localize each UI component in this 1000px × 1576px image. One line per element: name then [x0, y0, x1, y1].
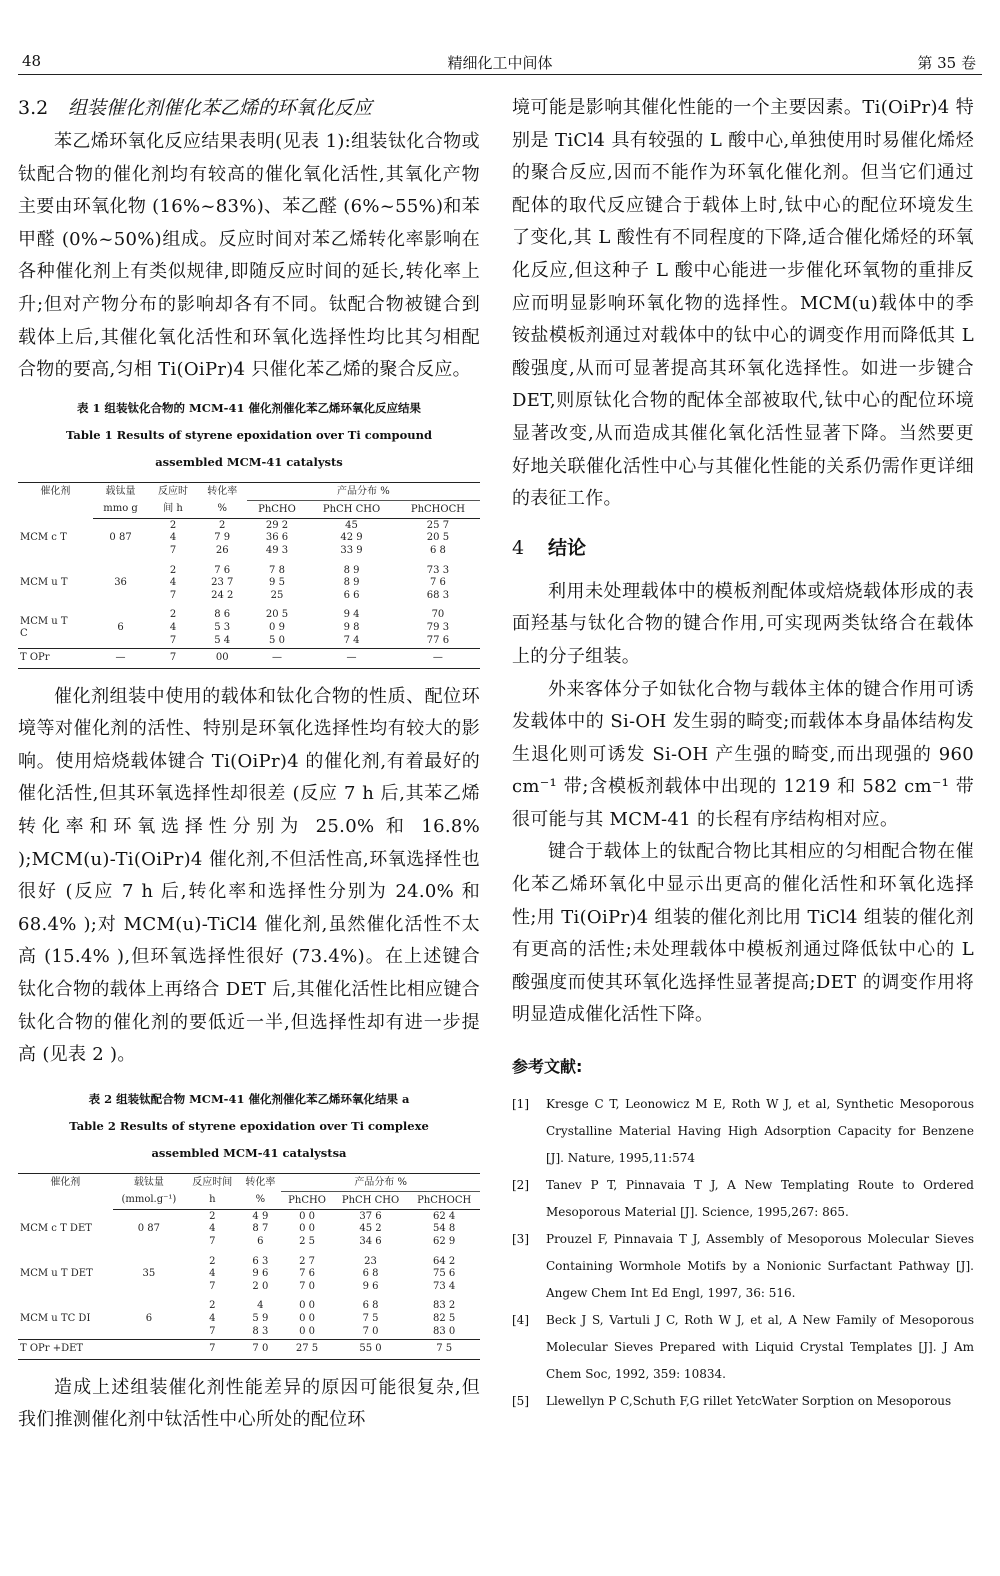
reference-number: [4] — [512, 1313, 529, 1328]
conversion-value: 6 3 — [252, 1255, 269, 1267]
col-header-conversion-unit: % — [239, 1191, 281, 1209]
yield-phchoch-value: 77 6 — [426, 634, 450, 646]
conversion-value: 23 7 — [211, 577, 234, 589]
reaction-time-value: 4 — [209, 1223, 216, 1235]
yield-phchcho-value: 6 8 — [362, 1268, 379, 1280]
yield-phchcho-value: 9 6 — [362, 1280, 379, 1292]
reaction-time-value: 4 — [169, 532, 177, 544]
yield-phcho-value: 0 0 — [299, 1325, 315, 1337]
yield-phchoch-value: 64 2 — [433, 1255, 456, 1267]
yield-phcho-value: 5 0 — [269, 634, 285, 646]
yield-phchcho-value: 42 9 — [340, 532, 363, 544]
ti-load: 6 — [145, 1312, 153, 1324]
yield-phcho — [247, 559, 307, 604]
journal-name: 精细化工中间体 — [447, 54, 553, 72]
yield-phcho-value: 25 — [270, 589, 284, 601]
yield-phchcho — [307, 518, 396, 558]
reference-text: Tanev P T, Pinnavaia T J, A New Templating Route to Ordered Mesoporous Material [J]. Science, 1995,267: 865. — [546, 1178, 974, 1220]
reference-item — [512, 1388, 974, 1415]
table-2-caption-cn: 表 2 组装钛配合物 MCM-41 催化剂催化苯乙烯环氧化结果 a — [88, 1091, 410, 1106]
yield-phchcho-value: 6 6 — [343, 589, 360, 601]
col-header-products: 产品分布 % — [247, 482, 480, 500]
conversion — [239, 1209, 281, 1249]
yield-phcho-value: 49 3 — [265, 544, 289, 556]
yield-phcho-value: 36 6 — [265, 532, 289, 544]
reaction-time-value: 2 — [209, 1255, 216, 1267]
yield-phchcho-value: 45 2 — [359, 1223, 382, 1235]
yield-phcho-value: 7 8 — [269, 564, 285, 576]
section-number: 3.2 — [18, 97, 49, 119]
col-header-catalyst: 催化剂 — [40, 485, 71, 497]
yield-phchoch-value: 79 3 — [426, 621, 450, 633]
conversion: 7 0 — [239, 1340, 281, 1360]
conversion-value: 24 2 — [211, 589, 234, 601]
reference-number: [5] — [512, 1394, 529, 1409]
paragraph-coordination: 境可能是影响其催化性能的一个主要因素。Ti(OiPr)4 特别是 TiCl4 具有较强的 L 酸中心,单独使用时易催化烯烃的聚合反应,因而不能作为环氧化催化剂。但当它们通过配体的取代反应键合于载体上时,钛中心的配位环境发生了变化,其 L 酸性有不同程度的下降,适合催化烯烃的环氧化反应,但这种子 L 酸中心能进一步催化环氧物的重排反应而明显影响环氧化物的选择性。MCM(u)载体中的季铵盐模板剂通过对载体中的钛中心的调变作用而降低其 L 酸强度,从而可显著提高其环氧化选择性。如进一步键合 DET,则原钛化合物的配体全部被取代,钛中心的配位环境显著改变,从而造成其催化氧化活性显著下降。当然要更好地关联催化活性中心与其催化性能的关系仍需作更详细的表征工作。 — [512, 97, 974, 510]
col-header-load: 载钛量 — [105, 485, 136, 497]
section-title: 结论 — [548, 536, 587, 559]
yield-phchcho-value: 37 6 — [359, 1210, 382, 1222]
yield-phchoch-value: 82 5 — [433, 1312, 456, 1324]
yield-phcho-value: 2 7 — [299, 1255, 315, 1267]
reaction-time-value: 7 — [169, 589, 177, 601]
yield-phchcho-value: 45 — [345, 519, 358, 531]
yield-phchcho-value: 33 9 — [340, 544, 363, 556]
reaction-time-value: 2 — [169, 609, 177, 621]
reference-number: [3] — [512, 1232, 529, 1247]
reaction-time — [148, 559, 197, 604]
table-row — [18, 518, 480, 558]
conversion-value: 2 — [219, 519, 226, 531]
col-header-phchoch: PhCHOCH — [408, 1191, 480, 1209]
reaction-time-value: 7 — [209, 1325, 216, 1337]
table-1 — [18, 395, 480, 669]
conversion — [198, 559, 247, 604]
yield-phcho-value: 0 0 — [299, 1300, 315, 1312]
section-title: 组装催化剂催化苯乙烯的环氧化反应 — [68, 97, 373, 119]
col-header-phchcho: PhCH CHO — [307, 500, 396, 518]
yield-phchoch-value: 83 0 — [433, 1325, 456, 1337]
yield-phchoch — [408, 1209, 480, 1249]
catalyst-name: MCM u TC DI — [20, 1312, 91, 1324]
col-header-phcho: PhCHO — [247, 500, 307, 518]
yield-phchcho-value: 7 0 — [362, 1325, 379, 1337]
table-row — [18, 1340, 480, 1360]
reaction-time-value: 7 — [169, 544, 177, 556]
reference-item — [512, 1307, 974, 1388]
yield-phchcho-value: 23 — [364, 1255, 377, 1267]
reference-item — [512, 1226, 974, 1307]
reaction-time-value: 4 — [169, 621, 177, 633]
conversion-value: 7 9 — [214, 532, 231, 544]
yield-phchoch-value: 70 — [431, 609, 445, 621]
col-header-time-unit: 间 h — [148, 500, 197, 518]
yield-phchoch-value: 75 6 — [433, 1268, 456, 1280]
reference-text: Llewellyn P C,Schuth F,G rillet YetcWater Sorption on Mesoporous — [546, 1394, 952, 1409]
catalyst-name: T OPr +DET — [18, 1340, 113, 1360]
section-number: 4 — [512, 536, 525, 559]
conversion-value: 5 9 — [252, 1312, 269, 1324]
section-heading-4 — [512, 532, 974, 564]
reaction-time — [148, 603, 197, 648]
conclusion-paragraph-2: 外来客体分子如钛化合物与载体主体的键合作用可诱发载体中的 Si-OH 发生弱的畸变;而载体本身晶体结构发生退化则可诱发 Si-OH 产生强的畸变,而出现强的 960 cm⁻¹ 带;含模板剂载体中出现的 1219 和 582 cm⁻¹ 带很可能与其 MCM-41 的长程有序结构相对应。 — [512, 678, 974, 830]
yield-phchoch — [408, 1250, 480, 1295]
col-header-load: 载钛量 — [133, 1176, 164, 1188]
ti-load: 0 87 — [109, 532, 132, 544]
table-row — [18, 559, 480, 604]
yield-phcho-value: 0 0 — [299, 1312, 315, 1324]
yield-phchoch-value: 83 2 — [433, 1300, 456, 1312]
ti-load — [113, 1340, 186, 1360]
yield-phcho-value: 0 9 — [269, 621, 285, 633]
reference-text: Prouzel F, Pinnavaia T J, Assembly of Mesoporous Molecular Sieves Containing Wormhole Motifs by a Nonionic Surfactant Pathway [J]. Angew Chem Int Ed Engl, 1997, 36: 516. — [546, 1232, 974, 1301]
ti-load: — — [93, 649, 149, 669]
catalyst-name: MCM c T — [20, 532, 67, 544]
col-header-products: 产品分布 % — [281, 1173, 480, 1191]
paragraph-catalyst-properties: 催化剂组装中使用的载体和钛化合物的性质、配位环境等对催化剂的活性、特别是环氧化选择性均有较大的影响。使用焙烧载体键合 Ti(OiPr)4 的催化剂,有着最好的催化活性,但其环氧选择性却很差 (反应 7 h 后,其苯乙烯转化率和环氧选择性分别为 25.0% 和 16.8% );MCM(u)-Ti(OiPr)4 催化剂,不但活性高,环氧选择性也很好 (反应 7 h 后,转化率和选择性分别为 24.0% 和 68.4% );对 MCM(u)-TiCl4 催化剂,虽然催化活性不太高 (15.4% ),但环氧选择性很好 (73.4%)。在上述键合钛化合物的载体上再络合 DET 后,其催化活性比相应键合钛化合物的催化剂的要低近一半,但选择性却有进一步提高 (见表 2 )。 — [18, 685, 480, 1066]
conversion — [239, 1294, 281, 1339]
reference-item — [512, 1172, 974, 1226]
conversion-value: 5 3 — [214, 621, 231, 633]
reaction-time-value: 7 — [209, 1280, 216, 1292]
catalyst-name: MCM u T DET — [20, 1268, 93, 1280]
yield-phcho — [247, 603, 307, 648]
reaction-time-value: 2 — [169, 519, 177, 531]
volume-label: 第 35 卷 — [917, 54, 976, 72]
yield-phcho — [281, 1209, 332, 1249]
yield-phchoch-value: 62 4 — [433, 1210, 456, 1222]
catalyst-name: MCM u T — [20, 577, 68, 589]
yield-phchoch-value: 20 5 — [426, 532, 450, 544]
col-header-load-unit: (mmol.g⁻¹) — [113, 1191, 186, 1209]
reaction-time-value: 2 — [169, 564, 177, 576]
ti-load: 0 87 — [137, 1223, 161, 1235]
yield-phcho-value: 9 5 — [269, 577, 285, 589]
table-1-grid — [18, 482, 480, 669]
reaction-time-value: 7 — [169, 634, 177, 646]
table-1-caption-en-line1: Table 1 Results of styrene epoxidation over Ti compound — [65, 427, 433, 442]
paragraph-causes: 造成上述组装催化剂性能差异的原因可能很复杂,但我们推测催化剂中钛活性中心所处的配位环 — [18, 1376, 480, 1431]
table-row — [18, 1294, 480, 1339]
conversion — [239, 1250, 281, 1295]
col-header-time-unit: h — [185, 1191, 239, 1209]
yield-phchcho: — — [307, 649, 396, 669]
table-row — [18, 603, 480, 648]
conversion-value: 5 4 — [214, 634, 231, 646]
reference-item — [512, 1091, 974, 1172]
yield-phcho — [281, 1294, 332, 1339]
reaction-time — [148, 518, 197, 558]
conversion-value: 6 — [257, 1236, 264, 1247]
table-2-caption-en-line2: assembled MCM-41 catalystsa — [151, 1145, 347, 1160]
catalyst-name: MCM u T C — [20, 615, 68, 640]
yield-phchcho-value: 9 4 — [343, 609, 360, 621]
yield-phcho-value: 0 0 — [299, 1210, 315, 1222]
conversion-value: 7 6 — [214, 564, 231, 576]
ti-load: 36 — [114, 577, 127, 589]
yield-phchoch — [396, 559, 480, 604]
conclusion-paragraph-3: 键合于载体上的钛配合物比其相应的匀相配合物在催化苯乙烯环氧化中显示出更高的催化活性和环氧化选择性;用 Ti(OiPr)4 组装的催化剂比用 TiCl4 组装的催化剂有更高的活性;未处理载体中模板剂通过降低钛中心的 L 酸强度而使其环氧化选择性显著提高;DET 的调变作用将明显造成催化活性下降。 — [512, 841, 974, 1026]
reference-number: [2] — [512, 1178, 529, 1193]
reaction-time-value: 2 — [209, 1210, 216, 1222]
yield-phchoch: — — [396, 649, 480, 669]
catalyst-name: MCM c T DET — [20, 1223, 92, 1235]
reaction-time — [185, 1294, 239, 1339]
conversion: 00 — [198, 649, 247, 669]
yield-phcho: — — [247, 649, 307, 669]
yield-phchcho-value: 9 8 — [343, 621, 360, 633]
reaction-time: 7 — [185, 1340, 239, 1360]
running-header — [18, 44, 982, 75]
yield-phchoch — [408, 1294, 480, 1339]
yield-phchoch-value: 62 9 — [433, 1236, 456, 1247]
yield-phchoch-value: 54 8 — [433, 1223, 456, 1235]
yield-phchcho — [333, 1294, 409, 1339]
conversion-value: 8 7 — [252, 1223, 269, 1235]
yield-phchoch-value: 73 3 — [426, 564, 450, 576]
conversion-value: 8 3 — [252, 1325, 269, 1337]
page-number: 48 — [22, 52, 42, 70]
yield-phchoch-value: 73 4 — [433, 1280, 456, 1292]
table-row — [18, 1209, 480, 1249]
col-header-time: 反应时 — [158, 485, 189, 497]
yield-phcho: 27 5 — [281, 1340, 332, 1360]
catalyst-name: T OPr — [18, 649, 93, 669]
yield-phchcho — [307, 603, 396, 648]
reaction-time: 7 — [148, 649, 197, 669]
conversion — [198, 603, 247, 648]
col-header-conversion: 转化率 — [245, 1176, 276, 1188]
conversion-value: 8 6 — [214, 609, 231, 621]
reference-text: Kresge C T, Leonowicz M E, Roth W J, et al, Synthetic Mesoporous Crystalline Material Having High Adsorption Capacity for Benzene [J]. Nature, 1995,11:574 — [546, 1097, 974, 1166]
yield-phchcho-value: 8 9 — [343, 577, 360, 589]
col-header-conversion: 转化率 — [207, 485, 238, 497]
conversion — [198, 518, 247, 558]
yield-phchoch-value: 25 7 — [426, 519, 450, 531]
conversion-value: 9 6 — [252, 1268, 269, 1280]
yield-phchoch — [396, 603, 480, 648]
references-heading: 参考文献: — [512, 1057, 583, 1077]
yield-phchoch-value: 68 3 — [426, 589, 450, 601]
yield-phcho — [281, 1250, 332, 1295]
table-2-caption-en-line1: Table 2 Results of styrene epoxidation over Ti complexe — [69, 1118, 429, 1133]
conversion-value: 4 9 — [252, 1210, 269, 1222]
col-header-load-unit: mmo g — [93, 500, 149, 518]
yield-phcho-value: 29 2 — [265, 519, 289, 531]
ti-load: 6 — [117, 621, 124, 633]
reaction-time-value: 2 — [209, 1300, 216, 1312]
conversion-value: 26 — [215, 544, 229, 556]
col-header-conversion-unit: % — [198, 500, 247, 518]
yield-phchcho: 55 0 — [333, 1340, 409, 1360]
col-header-phchoch: PhCHOCH — [396, 500, 480, 518]
yield-phchcho — [333, 1250, 409, 1295]
table-2 — [18, 1086, 480, 1360]
reaction-time-value: 7 — [209, 1236, 216, 1247]
table-1-caption-cn: 表 1 组装钛化合物的 MCM-41 催化剂催化苯乙烯环氧化反应结果 — [77, 400, 421, 415]
section-heading-3-2 — [18, 92, 480, 124]
yield-phchcho — [307, 559, 396, 604]
reaction-time — [185, 1209, 239, 1249]
reference-number: [1] — [512, 1097, 529, 1112]
left-column — [18, 92, 480, 1437]
right-column — [512, 92, 974, 1415]
yield-phcho — [247, 518, 307, 558]
yield-phchoch — [396, 518, 480, 558]
reference-text: Beck J S, Vartuli J C, Roth W J, et al, A New Family of Mesoporous Molecular Sieves Prepared with Liquid Crystal Templates [J]. J Am Chem Soc, 1992, 359: 10834. — [546, 1313, 974, 1382]
reaction-time-value: 4 — [169, 577, 177, 589]
reaction-time — [185, 1250, 239, 1295]
conclusion-paragraph-1: 利用未处理载体中的模板剂配体或焙烧载体形成的表面羟基与钛化合物的键合作用,可实现两类钛络合在载体上的分子组装。 — [512, 580, 974, 667]
yield-phchcho-value: 7 4 — [343, 634, 360, 646]
yield-phchcho-value: 8 9 — [343, 564, 360, 576]
references-list — [512, 1091, 974, 1415]
yield-phchcho-value: 7 5 — [362, 1312, 379, 1324]
col-header-phcho: PhCHO — [281, 1191, 332, 1209]
reaction-time-value: 4 — [209, 1312, 216, 1324]
yield-phchcho-value: 6 8 — [362, 1300, 379, 1312]
table-row — [18, 649, 480, 669]
yield-phchoch-value: 6 8 — [429, 544, 446, 556]
col-header-phchcho: PhCH CHO — [333, 1191, 409, 1209]
col-header-time: 反应时间 — [192, 1176, 233, 1188]
conversion-value: 4 — [257, 1300, 264, 1312]
paragraph-results: 苯乙烯环氧化反应结果表明(见表 1):组装钛化合物或钛配合物的催化剂均有较高的催化氧化活性,其氧化产物主要由环氧化物 (16%~83%)、苯乙醛 (6%~55%)和苯甲醛 (0%~50%)组成。反应时间对苯乙烯转化率影响在各种催化剂上有类似规律,即随反应时间的延长,转化率上升;但对产物分布的影响却各有不同。钛配合物被键合到载体上后,其催化氧化活性和环氧化选择性均比其匀相配合物的要高,匀相 Ti(OiPr)4 只催化苯乙烯的聚合反应。 — [18, 131, 480, 381]
yield-phchoch: 7 5 — [408, 1340, 480, 1360]
table-2-grid — [18, 1173, 480, 1360]
table-1-caption-en-line2: assembled MCM-41 catalysts — [155, 454, 343, 469]
yield-phcho-value: 2 5 — [299, 1236, 315, 1247]
yield-phcho-value: 7 0 — [299, 1280, 315, 1292]
reaction-time-value: 4 — [209, 1268, 216, 1280]
table-row — [18, 1250, 480, 1295]
yield-phchcho-value: 34 6 — [359, 1236, 382, 1247]
col-header-catalyst: 催化剂 — [50, 1176, 81, 1188]
yield-phchcho — [333, 1209, 409, 1249]
yield-phchoch-value: 7 6 — [429, 577, 446, 589]
ti-load: 35 — [142, 1268, 156, 1280]
yield-phcho-value: 20 5 — [265, 609, 289, 621]
conversion-value: 2 0 — [252, 1280, 269, 1292]
yield-phcho-value: 0 0 — [299, 1223, 315, 1235]
yield-phcho-value: 7 6 — [299, 1268, 315, 1280]
